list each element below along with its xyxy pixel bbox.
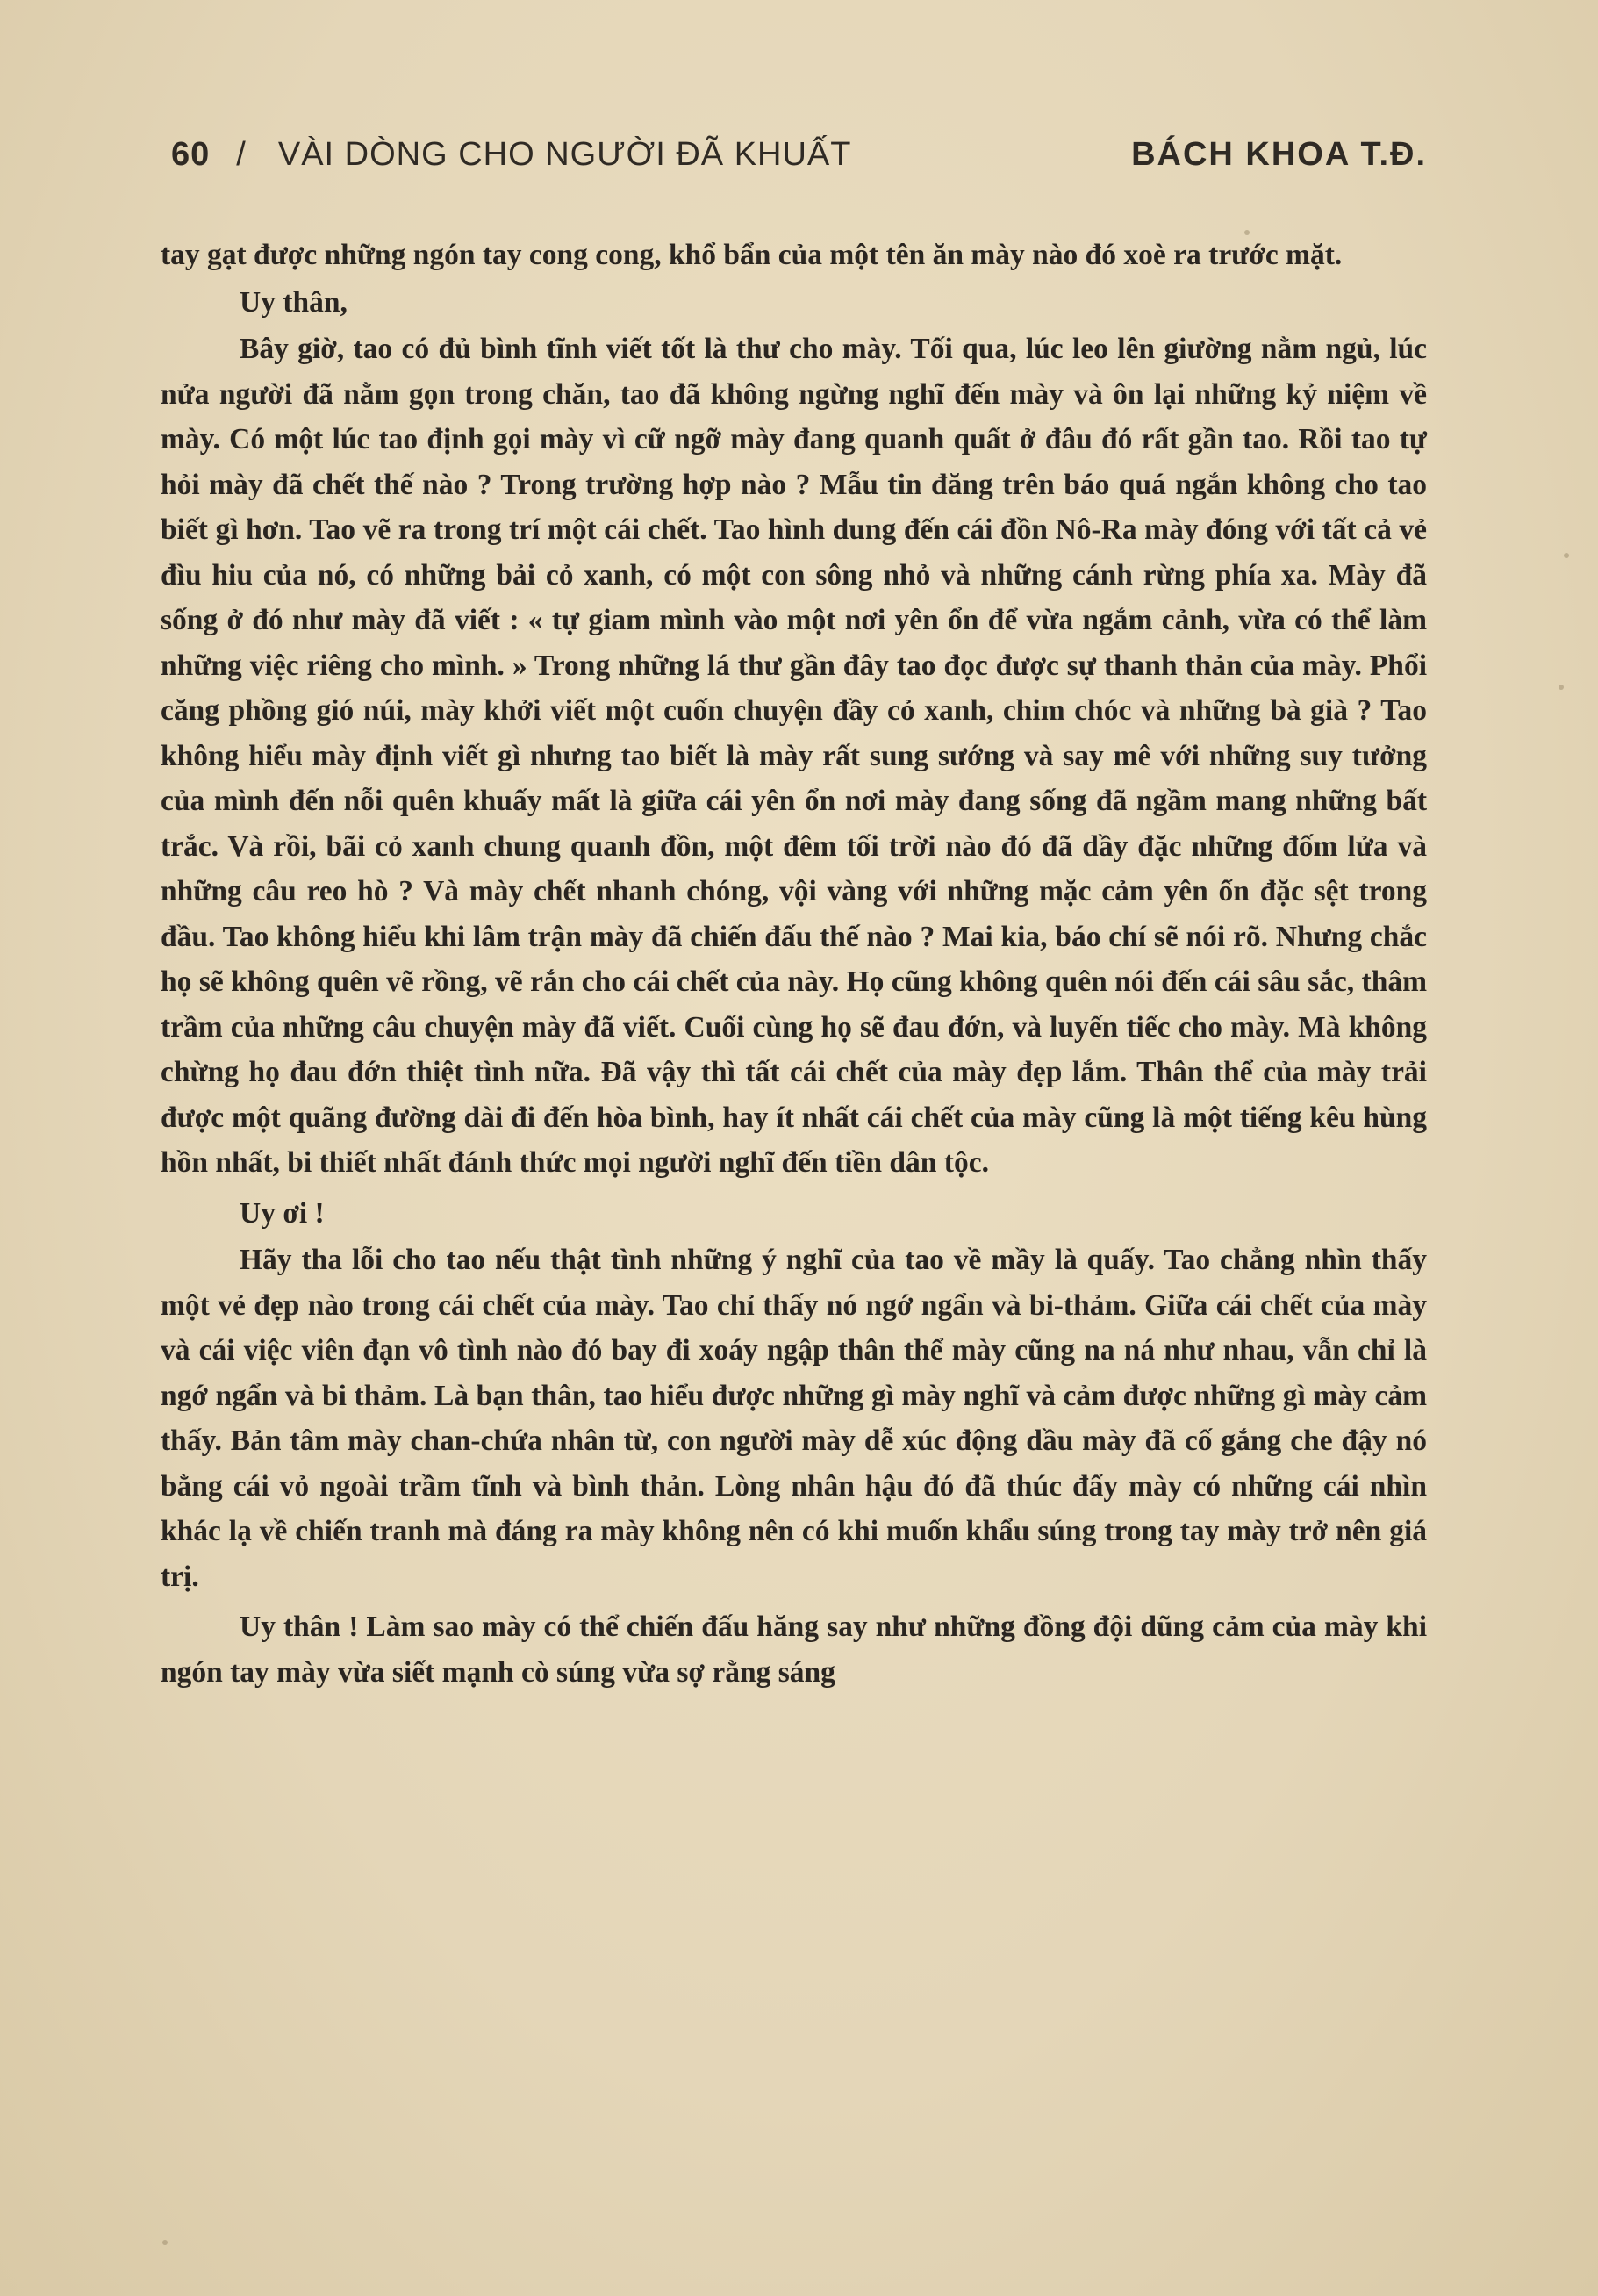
magazine-name: BÁCH KHOA T.Đ. [1131,136,1427,173]
page-header [171,136,1427,180]
article-title: VÀI DÒNG CHO NGƯỜI ĐÃ KHUẤT [277,136,852,173]
article-body [161,233,1427,1695]
paper-speck [162,2240,168,2245]
paper-speck [1564,553,1569,558]
paper-speck [1559,685,1564,690]
paper-speck [1244,230,1250,235]
paragraph-main-letter: Bây giờ, tao có đủ bình tĩnh viết tốt là thư cho mày. Tối qua, lúc leo lên giường nằm ngủ, lúc nửa người đã nằm gọn trong chăn, tao đã không ngừng nghĩ đến mày và ôn lại những kỷ niệm về mày. Có một lúc tao định gọi mày vì cữ ngỡ mày đang quanh quất ở đâu đó rất gần tao. Rồi tao tự hỏi mày đã chết thế nào ? Trong trường hợp nào ? Mẫu tin đăng trên báo quá ngắn không cho tao biết gì hơn. Tao vẽ ra trong trí một cái chết. Tao hình dung đến cái đồn Nô-Ra mày đóng với tất cả vẻ đìu hiu của nó, có những bải cỏ xanh, có một con sông nhỏ và những cánh rừng phía xa. Mày đã sống ở đó như mày đã viết : « tự giam mình vào một nơi yên ổn để vừa ngắm cảnh, vừa có thể làm những việc riêng cho mình. » Trong những lá thư gần đây tao đọc được sự thanh thản của mày. Phổi căng phồng gió núi, mày khởi viết một cuốn chuyện đầy cỏ xanh, chim chóc và những bà già ? Tao không hiểu mày định viết gì nhưng tao biết là mày rất sung sướng và say mê với những suy tưởng của mình đến nỗi quên khuấy mất là giữa cái yên ổn nơi mày đang sống đã ngầm mang những bất trắc. Và rồi, bãi cỏ xanh chung quanh đồn, một đêm tối trời nào đó đã dầy đặc những đốm lửa và những câu reo hò ? Và mày chết nhanh chóng, vội vàng với những mặc cảm yên ổn đặc sệt trong đầu. Tao không hiểu khi lâm trận mày đã chiến đấu thế nào ? Mai kia, báo chí sẽ nói rõ. Nhưng chắc họ sẽ không quên vẽ rồng, vẽ rắn cho cái chết của này. Họ cũng không quên nói đến cái sâu sắc, thâm trầm của những câu chuyện mày đã viết. Cuối cùng họ sẽ đau đớn, và luyến tiếc cho mày. Mà không chừng họ đau đớn thiệt tình nữa. Đã vậy thì tất cái chết của mày đẹp lắm. Thân thể của mày trải được một quãng đường dài đi đến hòa bình, hay ít nhất cái chết của mày cũng là một tiếng kêu hùng hồn nhất, bi thiết nhất đánh thức mọi người nghĩ đến tiền dân tộc. [161,333,1427,1179]
page-number: 60 [171,136,211,173]
paragraph-forgiveness: Hãy tha lỗi cho tao nếu thật tình những ý nghĩ của tao về mầy là quấy. Tao chẳng nhìn thấy một vẻ đẹp nào trong cái chết của mày. Tao chỉ thấy nó ngớ ngẩn và bi-thảm. Giữa cái chết của mày và cái việc viên đạn vô tình nào đó bay đi xoáy ngập thân thể mày cũng na ná như nhau, vẫn chỉ là ngớ ngẩn và bi thảm. Là bạn thân, tao hiểu được những gì mày nghĩ và cảm được những gì mày cảm thấy. Bản tâm mày chan-chứa nhân từ, con người mày dễ xúc động dầu mày đã cố gắng che đậy nó bằng cái vỏ ngoài trầm tĩnh và bình thản. Lòng nhân hậu đó đã thúc đẩy mày có những cái nhìn khác lạ về chiến tranh mà đáng ra mày không nên có khi muốn khẩu súng trong tay mày trở nên giá trị. [161,1244,1427,1593]
paragraph-closing: Uy thân ! Làm sao mày có thể chiến đấu hăng say như những đồng đội dũng cảm của mày khi ngón tay mày vừa siết mạnh cò súng vừa sợ rằng sáng [161,1611,1427,1689]
salutation-uy-oi: Uy ơi ! [240,1196,325,1230]
salutation-uy-than: Uy thân, [240,285,348,319]
paragraph-continuation: tay gạt được những ngón tay cong cong, khổ bẩn của một tên ăn mày nào đó xoè ra trước mặt. [161,239,1343,271]
header-separator: / [236,136,247,173]
